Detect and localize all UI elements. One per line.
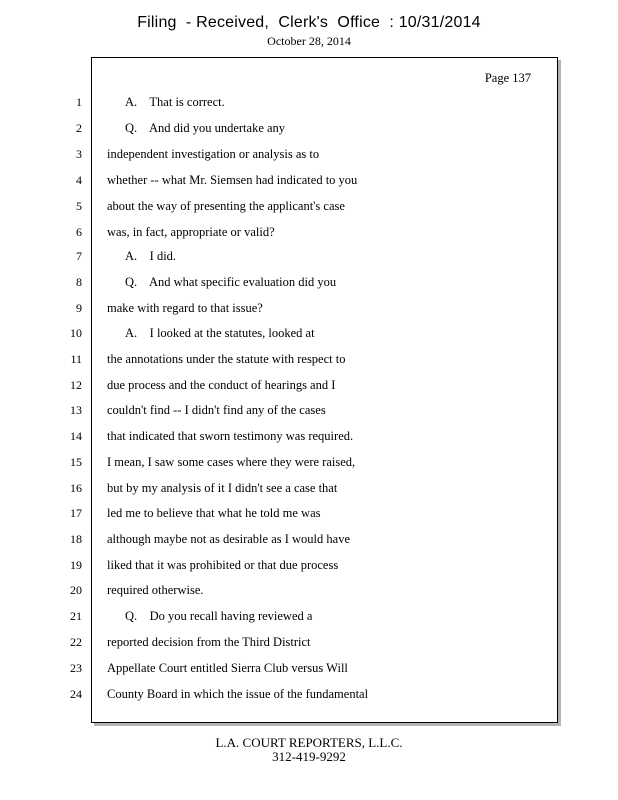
transcript-line: independent investigation or analysis as to — [107, 147, 320, 161]
line-number: 1 — [76, 95, 82, 109]
line-number: 6 — [76, 225, 82, 239]
line-number: 5 — [76, 199, 82, 213]
transcript-line: A. I looked at the statutes, looked at — [125, 326, 315, 340]
transcript-line: about the way of presenting the applicant's case — [107, 199, 345, 213]
line-number: 16 — [70, 481, 82, 495]
line-number: 17 — [70, 506, 82, 520]
line-number: 9 — [76, 301, 82, 315]
court-reporter-name: L.A. COURT REPORTERS, L.L.C. — [215, 735, 403, 750]
transcript-line: Appellate Court entitled Sierra Club versus Will — [107, 661, 348, 675]
transcript-line: was, in fact, appropriate or valid? — [107, 225, 275, 239]
line-number: 19 — [70, 558, 82, 572]
line-number: 7 — [76, 249, 82, 263]
transcript-line: but by my analysis of it I didn't see a case that — [107, 481, 338, 495]
transcript-line: A. I did. — [125, 249, 177, 263]
transcript-line: the annotations under the statute with respect to — [107, 352, 346, 366]
line-number: 20 — [70, 583, 82, 597]
line-number: 3 — [76, 147, 82, 161]
transcript-line: reported decision from the Third District — [107, 635, 311, 649]
line-number: 15 — [70, 455, 82, 469]
filing-stamp: Filing - Received, Clerk's Office : 10/31/2014 — [137, 14, 481, 31]
transcript-line: A. That is correct. — [125, 95, 225, 109]
court-reporter-phone: 312-419-9292 — [272, 749, 346, 764]
page-number: Page 137 — [484, 71, 531, 85]
transcript-line: County Board in which the issue of the fundamental — [107, 687, 369, 701]
transcript-line: couldn't find -- I didn't find any of the cases — [107, 403, 326, 417]
line-number: 11 — [70, 352, 82, 366]
line-number: 10 — [70, 326, 82, 340]
line-number: 2 — [76, 121, 82, 135]
transcript-line: I mean, I saw some cases where they were raised, — [107, 455, 356, 469]
line-number: 21 — [70, 609, 82, 623]
line-number: 13 — [70, 403, 82, 417]
transcript-line: Q. And did you undertake any — [125, 121, 286, 135]
line-number: 22 — [70, 635, 82, 649]
line-number: 4 — [76, 173, 82, 187]
transcript-line: although maybe not as desirable as I would have — [107, 532, 350, 546]
transcript-line: Q. Do you recall having reviewed a — [125, 609, 313, 623]
line-number-column — [0, 0, 91, 800]
line-number: 14 — [70, 429, 82, 443]
transcript-line: led me to believe that what he told me was — [107, 506, 321, 520]
transcript-line: that indicated that sworn testimony was required. — [107, 429, 354, 443]
line-number: 24 — [70, 687, 82, 701]
transcript-line: whether -- what Mr. Siemsen had indicated to you — [107, 173, 358, 187]
line-number: 18 — [70, 532, 82, 546]
transcript-line: Q. And what specific evaluation did you — [125, 275, 337, 289]
transcript-line: due process and the conduct of hearings and I — [107, 378, 336, 392]
line-number: 8 — [76, 275, 82, 289]
deposition-date: October 28, 2014 — [267, 34, 351, 48]
line-number: 23 — [70, 661, 82, 675]
transcript-line: required otherwise. — [107, 583, 204, 597]
line-number: 12 — [70, 378, 82, 392]
transcript-line: make with regard to that issue? — [107, 301, 263, 315]
transcript-line: liked that it was prohibited or that due process — [107, 558, 339, 572]
